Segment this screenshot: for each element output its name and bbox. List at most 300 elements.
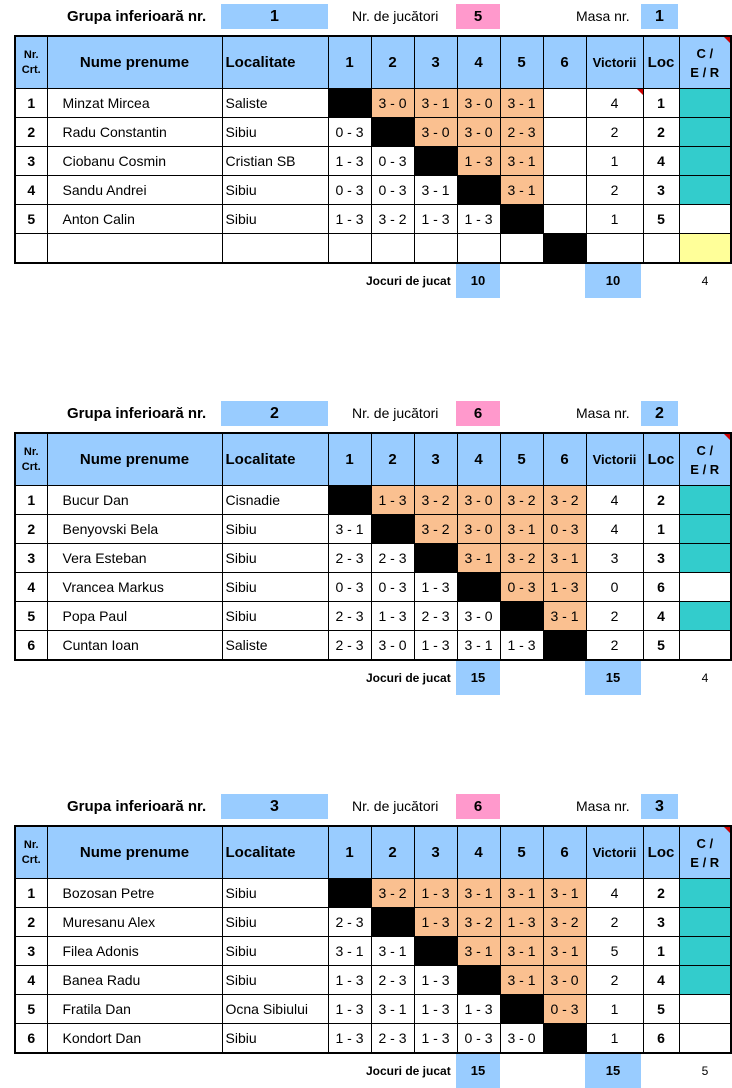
table-number[interactable]: 1 (641, 4, 678, 29)
player-name[interactable]: Filea Adonis (47, 937, 222, 966)
wins-value: 4 (586, 486, 643, 515)
col-opponent-header: 5 (500, 36, 543, 89)
wins-value (586, 234, 643, 264)
extra-count: 4 (701, 671, 709, 685)
col-opponent-header: 4 (457, 36, 500, 89)
row-nr: 2 (15, 515, 47, 544)
cer-status-cell[interactable] (679, 995, 731, 1024)
player-name[interactable]: Popa Paul (47, 602, 222, 631)
score-cell[interactable]: 3 - 2 (500, 544, 543, 573)
row-nr: 3 (15, 937, 47, 966)
col-nr-line2: Crt. (21, 853, 41, 866)
col-wins-header: Victorii (586, 826, 643, 879)
wins-value: 5 (586, 937, 643, 966)
col-opponent-header: 3 (414, 826, 457, 879)
table-row (15, 995, 731, 1024)
header-row (15, 433, 731, 486)
score-cell (543, 234, 586, 264)
wins-value: 4 (586, 515, 643, 544)
row-nr: 6 (15, 631, 47, 661)
player-name[interactable]: Muresanu Alex (47, 908, 222, 937)
player-name[interactable] (47, 234, 222, 264)
score-cell[interactable]: 1 - 3 (328, 1024, 371, 1054)
player-city[interactable]: Sibiu (222, 205, 328, 234)
score-cell (328, 879, 371, 908)
score-cell[interactable]: 3 - 2 (371, 879, 414, 908)
score-cell[interactable]: 2 - 3 (328, 631, 371, 661)
score-cell[interactable]: 3 - 1 (457, 631, 500, 661)
place-value: 1 (643, 937, 679, 966)
results-body (15, 826, 731, 1053)
col-nr-line1: Nr. (23, 838, 39, 851)
col-opponent-header: 5 (500, 826, 543, 879)
score-cell[interactable]: 1 - 3 (414, 879, 457, 908)
score-cell[interactable]: 2 - 3 (371, 966, 414, 995)
score-cell[interactable]: 3 - 1 (500, 147, 543, 176)
player-city[interactable]: Saliste (222, 89, 328, 118)
row-nr: 3 (15, 147, 47, 176)
cer-status-cell[interactable] (679, 89, 731, 118)
score-cell[interactable]: 3 - 1 (414, 176, 457, 205)
score-cell[interactable] (414, 234, 457, 264)
cer-status-cell[interactable] (679, 544, 731, 573)
place-value: 4 (643, 147, 679, 176)
score-cell[interactable]: 3 - 1 (543, 602, 586, 631)
col-place-header: Loc (643, 826, 679, 879)
players-count[interactable]: 6 (456, 794, 500, 819)
score-cell[interactable]: 0 - 3 (371, 573, 414, 602)
games-label: Jocuri de jucat (366, 671, 451, 685)
wins-total[interactable]: 15 (585, 661, 641, 695)
col-nr-header (15, 36, 47, 89)
score-cell[interactable]: 1 - 3 (457, 205, 500, 234)
score-cell (328, 89, 371, 118)
score-cell[interactable]: 1 - 3 (414, 1024, 457, 1054)
score-cell[interactable]: 1 - 3 (371, 486, 414, 515)
score-cell[interactable]: 2 - 3 (414, 602, 457, 631)
wins-total[interactable]: 15 (585, 1054, 641, 1088)
cer-status-cell[interactable] (679, 908, 731, 937)
table-label: Masa nr. (576, 405, 630, 421)
score-cell (500, 205, 543, 234)
place-value: 1 (643, 89, 679, 118)
place-value: 3 (643, 908, 679, 937)
players-count[interactable]: 6 (456, 401, 500, 426)
games-to-play[interactable]: 10 (456, 264, 500, 298)
header-row (15, 826, 731, 879)
row-nr: 5 (15, 995, 47, 1024)
score-cell[interactable]: 2 - 3 (328, 908, 371, 937)
score-cell[interactable]: 1 - 3 (414, 966, 457, 995)
table-row (15, 147, 731, 176)
player-city[interactable]: Sibiu (222, 544, 328, 573)
games-to-play[interactable]: 15 (456, 1054, 500, 1088)
score-cell[interactable]: 3 - 2 (457, 908, 500, 937)
col-opponent-header: 2 (371, 826, 414, 879)
col-cer-line2: E / R (690, 461, 720, 477)
score-cell[interactable]: 0 - 3 (500, 573, 543, 602)
player-name[interactable]: Fratila Dan (47, 995, 222, 1024)
table-row (15, 908, 731, 937)
place-value: 6 (643, 573, 679, 602)
score-cell (414, 544, 457, 573)
table-row (15, 486, 731, 515)
cer-status-cell[interactable] (679, 879, 731, 908)
score-cell[interactable]: 2 - 3 (328, 544, 371, 573)
table-row (15, 602, 731, 631)
cer-status-cell[interactable] (679, 486, 731, 515)
col-wins-header: Victorii (586, 36, 643, 89)
player-city[interactable]: Sibiu (222, 118, 328, 147)
cer-status-cell[interactable] (679, 515, 731, 544)
player-city[interactable]: Saliste (222, 631, 328, 661)
group-title: Grupa inferioară nr. (67, 798, 207, 815)
row-nr: 4 (15, 573, 47, 602)
player-name[interactable]: Cuntan Ioan (47, 631, 222, 661)
score-cell[interactable] (543, 147, 586, 176)
group-number[interactable]: 1 (221, 4, 328, 29)
player-city[interactable]: Sibiu (222, 966, 328, 995)
table-row (15, 176, 731, 205)
score-cell[interactable] (543, 205, 586, 234)
place-value: 5 (643, 205, 679, 234)
row-nr: 6 (15, 1024, 47, 1054)
place-value: 6 (643, 1024, 679, 1054)
score-cell[interactable]: 1 - 3 (543, 573, 586, 602)
score-cell[interactable]: 1 - 3 (414, 995, 457, 1024)
player-name[interactable]: Vrancea Markus (47, 573, 222, 602)
score-cell[interactable]: 3 - 1 (500, 89, 543, 118)
col-city-header: Localitate (222, 826, 328, 879)
score-cell[interactable]: 1 - 3 (457, 147, 500, 176)
cer-status-cell[interactable] (679, 147, 731, 176)
score-cell[interactable]: 3 - 1 (543, 937, 586, 966)
score-cell[interactable]: 0 - 3 (371, 176, 414, 205)
col-opponent-header: 4 (457, 433, 500, 486)
score-cell[interactable]: 3 - 1 (500, 966, 543, 995)
col-opponent-header: 6 (543, 36, 586, 89)
score-cell[interactable]: 3 - 1 (371, 937, 414, 966)
player-name[interactable]: Kondort Dan (47, 1024, 222, 1054)
col-opponent-header: 2 (371, 36, 414, 89)
place-value: 2 (643, 118, 679, 147)
score-cell (414, 147, 457, 176)
table-label: Masa nr. (576, 8, 630, 24)
row-nr: 1 (15, 89, 47, 118)
score-cell[interactable]: 3 - 2 (543, 908, 586, 937)
row-nr: 2 (15, 908, 47, 937)
cer-status-cell[interactable] (679, 205, 731, 234)
results-body (15, 36, 731, 263)
col-cer-header (679, 433, 731, 486)
score-cell[interactable] (457, 234, 500, 264)
col-nr-header (15, 433, 47, 486)
place-value: 2 (643, 879, 679, 908)
cer-status-cell[interactable] (679, 937, 731, 966)
score-cell[interactable]: 3 - 0 (371, 631, 414, 661)
players-label: Nr. de jucători (352, 798, 439, 814)
place-value: 5 (643, 631, 679, 661)
score-cell (500, 995, 543, 1024)
wins-value: 2 (586, 176, 643, 205)
player-city[interactable]: Cristian SB (222, 147, 328, 176)
row-nr: 1 (15, 486, 47, 515)
table-row (15, 515, 731, 544)
col-nr-line2: Crt. (21, 63, 41, 76)
col-cer-line1: C / (696, 442, 714, 458)
score-cell (543, 631, 586, 661)
col-nr-line2: Crt. (21, 460, 41, 473)
table-row (15, 205, 731, 234)
table-row (15, 234, 731, 264)
col-cer-line2: E / R (690, 854, 720, 870)
place-value: 4 (643, 966, 679, 995)
score-cell[interactable]: 3 - 0 (457, 89, 500, 118)
score-cell (371, 118, 414, 147)
score-cell[interactable]: 1 - 3 (414, 573, 457, 602)
group-title: Grupa inferioară nr. (67, 405, 207, 422)
col-cer-line1: C / (696, 835, 714, 851)
results-table (14, 432, 732, 661)
score-cell[interactable]: 3 - 0 (457, 118, 500, 147)
place-value: 1 (643, 515, 679, 544)
player-name[interactable]: Minzat Mircea (47, 89, 222, 118)
wins-value: 1 (586, 995, 643, 1024)
score-cell[interactable]: 3 - 0 (457, 602, 500, 631)
place-value: 2 (643, 486, 679, 515)
cer-status-cell[interactable] (679, 234, 731, 264)
score-cell[interactable]: 1 - 3 (328, 205, 371, 234)
score-cell[interactable]: 3 - 1 (500, 176, 543, 205)
score-cell[interactable]: 1 - 3 (328, 966, 371, 995)
col-nr-line1: Nr. (23, 48, 39, 61)
score-cell (371, 908, 414, 937)
score-cell[interactable]: 2 - 3 (328, 602, 371, 631)
place-value (643, 234, 679, 264)
score-cell[interactable]: 3 - 1 (328, 515, 371, 544)
score-cell (328, 486, 371, 515)
table-row (15, 631, 731, 661)
score-cell[interactable]: 0 - 3 (328, 118, 371, 147)
table-row (15, 89, 731, 118)
cer-status-cell[interactable] (679, 573, 731, 602)
col-name-header: Nume prenume (47, 433, 222, 486)
col-cer-header (679, 826, 731, 879)
score-cell[interactable]: 3 - 2 (500, 486, 543, 515)
score-cell[interactable]: 3 - 1 (500, 879, 543, 908)
place-value: 5 (643, 995, 679, 1024)
col-cer-line2: E / R (690, 64, 720, 80)
score-cell[interactable]: 3 - 1 (414, 89, 457, 118)
extra-count: 4 (701, 274, 709, 288)
score-cell[interactable]: 3 - 1 (457, 544, 500, 573)
table-row (15, 118, 731, 147)
score-cell[interactable]: 2 - 3 (371, 544, 414, 573)
table-row (15, 573, 731, 602)
player-city[interactable]: Sibiu (222, 573, 328, 602)
score-cell[interactable]: 1 - 3 (414, 631, 457, 661)
row-nr: 5 (15, 205, 47, 234)
header-row (15, 36, 731, 89)
player-city[interactable]: Sibiu (222, 879, 328, 908)
score-cell[interactable]: 2 - 3 (371, 1024, 414, 1054)
row-nr: 4 (15, 966, 47, 995)
score-cell[interactable]: 3 - 0 (543, 966, 586, 995)
col-cer-line1: C / (696, 45, 714, 61)
wins-value: 0 (586, 573, 643, 602)
col-name-header: Nume prenume (47, 826, 222, 879)
cer-status-cell[interactable] (679, 602, 731, 631)
score-cell[interactable] (328, 234, 371, 264)
score-cell[interactable]: 3 - 1 (457, 937, 500, 966)
player-name[interactable]: Radu Constantin (47, 118, 222, 147)
results-body (15, 433, 731, 660)
table-row (15, 937, 731, 966)
score-cell (371, 515, 414, 544)
table-number[interactable]: 2 (641, 401, 678, 426)
games-label: Jocuri de jucat (366, 1064, 451, 1078)
col-opponent-header: 1 (328, 826, 371, 879)
score-cell[interactable] (543, 118, 586, 147)
score-cell[interactable] (371, 234, 414, 264)
score-cell[interactable]: 0 - 3 (457, 1024, 500, 1054)
player-city[interactable]: Sibiu (222, 515, 328, 544)
score-cell[interactable]: 1 - 3 (371, 602, 414, 631)
cer-status-cell[interactable] (679, 631, 731, 661)
score-cell[interactable]: 3 - 1 (500, 515, 543, 544)
col-opponent-header: 1 (328, 36, 371, 89)
wins-value: 2 (586, 602, 643, 631)
player-name[interactable]: Anton Calin (47, 205, 222, 234)
table-row (15, 879, 731, 908)
col-name-header: Nume prenume (47, 36, 222, 89)
player-name[interactable]: Benyovski Bela (47, 515, 222, 544)
games-label: Jocuri de jucat (366, 274, 451, 288)
cer-status-cell[interactable] (679, 176, 731, 205)
player-city[interactable]: Sibiu (222, 602, 328, 631)
row-nr: 1 (15, 879, 47, 908)
player-name[interactable]: Banea Radu (47, 966, 222, 995)
score-cell[interactable]: 0 - 3 (328, 573, 371, 602)
score-cell[interactable]: 3 - 0 (457, 486, 500, 515)
score-cell[interactable]: 0 - 3 (543, 995, 586, 1024)
group-title: Grupa inferioară nr. (67, 8, 207, 25)
score-cell (543, 1024, 586, 1054)
score-cell[interactable]: 0 - 3 (328, 176, 371, 205)
col-opponent-header: 5 (500, 433, 543, 486)
score-cell[interactable]: 1 - 3 (414, 205, 457, 234)
score-cell[interactable]: 3 - 2 (414, 486, 457, 515)
group-number[interactable]: 2 (221, 401, 328, 426)
results-table (14, 825, 732, 1054)
score-cell[interactable]: 3 - 1 (543, 879, 586, 908)
table-row (15, 966, 731, 995)
score-cell[interactable]: 3 - 1 (371, 995, 414, 1024)
place-value: 3 (643, 544, 679, 573)
wins-value: 1 (586, 1024, 643, 1054)
player-city[interactable]: Ocna Sibiului (222, 995, 328, 1024)
player-city[interactable]: Sibiu (222, 176, 328, 205)
score-cell[interactable]: 1 - 3 (500, 908, 543, 937)
score-cell[interactable]: 3 - 0 (371, 89, 414, 118)
col-opponent-header: 2 (371, 433, 414, 486)
wins-value: 1 (586, 147, 643, 176)
table-number[interactable]: 3 (641, 794, 678, 819)
score-cell[interactable]: 1 - 3 (328, 147, 371, 176)
score-cell[interactable] (500, 234, 543, 264)
cer-status-cell[interactable] (679, 966, 731, 995)
games-to-play[interactable]: 15 (456, 661, 500, 695)
col-opponent-header: 3 (414, 433, 457, 486)
score-cell[interactable]: 1 - 3 (328, 995, 371, 1024)
score-cell[interactable]: 3 - 0 (457, 515, 500, 544)
table-row (15, 1024, 731, 1054)
wins-value: 1 (586, 205, 643, 234)
wins-value: 2 (586, 966, 643, 995)
score-cell[interactable]: 3 - 0 (414, 118, 457, 147)
group-number[interactable]: 3 (221, 794, 328, 819)
col-opponent-header: 6 (543, 826, 586, 879)
score-cell[interactable]: 3 - 0 (500, 1024, 543, 1054)
score-cell (457, 573, 500, 602)
col-city-header: Localitate (222, 433, 328, 486)
score-cell (457, 966, 500, 995)
score-cell[interactable]: 0 - 3 (371, 147, 414, 176)
score-cell[interactable]: 1 - 3 (457, 995, 500, 1024)
row-nr: 3 (15, 544, 47, 573)
player-name[interactable]: Ciobanu Cosmin (47, 147, 222, 176)
score-cell[interactable]: 3 - 2 (543, 486, 586, 515)
wins-value: 2 (586, 908, 643, 937)
player-city[interactable] (222, 234, 328, 264)
player-city[interactable]: Sibiu (222, 937, 328, 966)
col-cer-header (679, 36, 731, 89)
score-cell[interactable] (543, 89, 586, 118)
score-cell (457, 176, 500, 205)
player-name[interactable]: Bucur Dan (47, 486, 222, 515)
player-city[interactable]: Sibiu (222, 1024, 328, 1054)
cer-status-cell[interactable] (679, 118, 731, 147)
wins-value: 4 (586, 879, 643, 908)
player-name[interactable]: Bozosan Petre (47, 879, 222, 908)
player-name[interactable]: Vera Esteban (47, 544, 222, 573)
score-cell[interactable]: 2 - 3 (500, 118, 543, 147)
score-cell[interactable]: 3 - 1 (328, 937, 371, 966)
col-place-header: Loc (643, 433, 679, 486)
col-place-header: Loc (643, 36, 679, 89)
score-cell[interactable]: 3 - 1 (457, 879, 500, 908)
player-city[interactable]: Cisnadie (222, 486, 328, 515)
wins-total[interactable]: 10 (585, 264, 641, 298)
players-count[interactable]: 5 (456, 4, 500, 29)
score-cell[interactable] (543, 176, 586, 205)
table-row (15, 544, 731, 573)
col-wins-header: Victorii (586, 433, 643, 486)
score-cell[interactable]: 3 - 1 (500, 937, 543, 966)
cer-status-cell[interactable] (679, 1024, 731, 1054)
row-nr: 4 (15, 176, 47, 205)
score-cell[interactable]: 3 - 2 (371, 205, 414, 234)
score-cell[interactable]: 3 - 2 (414, 515, 457, 544)
score-cell[interactable]: 3 - 1 (543, 544, 586, 573)
score-cell[interactable]: 1 - 3 (414, 908, 457, 937)
row-nr: 5 (15, 602, 47, 631)
score-cell[interactable]: 0 - 3 (543, 515, 586, 544)
player-city[interactable]: Sibiu (222, 908, 328, 937)
score-cell[interactable]: 1 - 3 (500, 631, 543, 661)
score-cell (414, 937, 457, 966)
player-name[interactable]: Sandu Andrei (47, 176, 222, 205)
